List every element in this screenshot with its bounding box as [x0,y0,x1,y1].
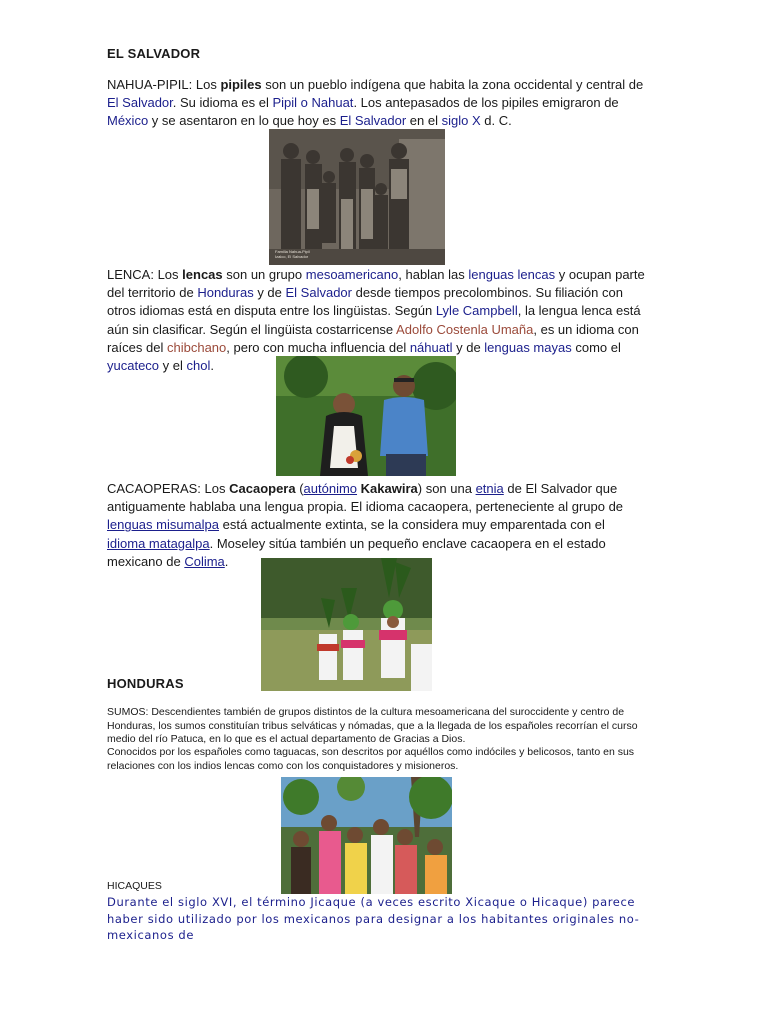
link-el-salvador[interactable]: El Salvador [107,95,173,111]
link-pipil-nahuat[interactable]: Pipil o Nahuat [272,95,354,111]
text: CACAOPERAS: Los [107,481,230,496]
text: . [210,358,214,374]
link-el-salvador-3[interactable]: El Salvador [285,285,352,301]
paragraph-nahua-pipil [107,76,652,131]
section-heading-honduras: HONDURAS [107,676,184,691]
text: ) son una [417,481,476,496]
link-idioma-matagalpa[interactable]: idioma matagalpa [107,535,210,551]
section-heading-el-salvador: EL SALVADOR [107,46,201,61]
link-honduras[interactable]: Honduras [197,285,254,301]
bold-term-pipiles: pipiles [220,77,262,92]
text: . [224,553,229,569]
paragraph-hicaques: Durante el siglo XVI, el término Jicaque (a veces escrito Xicaque o Hicaque) parece haber sido utilizado por los mexicanos para designar a los habitantes originales no-mexicanos de [107,895,640,942]
text: y de [452,339,485,355]
text: en el [406,113,442,129]
text: son un pueblo indígena que habita la zona occidental y central de [261,77,644,92]
pipil-family-photo [269,129,445,265]
text: LENCA: Los [107,267,183,282]
paragraph-sumos: SUMOS: Descendientes también de grupos distintos de la cultura mesoamericana del suroccidente y centro de Honduras, los sumos constituían tribus selváticas y nómadas, que a la llegada de los españoles recorrían el curso medio del río Patuca, en lo que es el actual departamento de Gracias a Dios. [107,706,638,746]
link-nahuatl[interactable]: náhuatl [409,339,453,355]
text: . Moseley sitúa también un pequeño enclave cacaopera en el estado mexicano de [107,535,606,569]
text: ( [295,481,304,496]
cacaopera-dancers-photo [261,558,432,691]
text: , pero con mucha influencia del [226,339,410,355]
text: d. C. [480,113,512,129]
link-lenguas-mayas[interactable]: lenguas mayas [484,339,572,355]
link-colima[interactable]: Colima [184,553,225,569]
text: de El Salvador que antiguamente hablaba una lengua propia. El idioma cacaopera, perteneciente al grupo de [107,481,624,515]
lenca-couple-photo [276,356,456,476]
text: , hablan las [398,267,469,282]
text: como el [571,339,621,355]
text: y ocupan parte del territorio de [107,267,645,301]
text: está actualmente extinta, se la considera muy emparentada con el [219,517,605,533]
photo-caption-2: Izalco, El Salvador [275,254,309,259]
text: NAHUA-PIPIL: Los [107,77,221,92]
link-chibchano[interactable]: chibchano [166,339,227,355]
link-lenguas-lencas[interactable]: lenguas lencas [468,267,556,282]
text: , la lengua lenca está aún sin clasificar. Según el lingüista costarricense [107,303,641,337]
link-mesoamericano[interactable]: mesoamericano [305,267,399,282]
text: . Su idioma es el [172,95,273,111]
bold-term-kakawira: Kakawira [360,481,418,496]
text: , es un idioma con raíces del [107,321,639,355]
hicaques-label: HICAQUES [107,880,162,892]
paragraph-sumos-2: Conocidos por los españoles como taguacas, son descritos por aquéllos como indóciles y belicosos, tanto en sus relaciones con los indios lencas como con los conquistadores y misioneros. [107,746,635,772]
bold-term-lencas: lencas [182,267,223,282]
text: y el [159,358,187,374]
text: y se asentaron en lo que hoy es [148,113,340,129]
text: y de [253,285,286,301]
link-lyle-campbell[interactable]: Lyle Campbell [435,303,518,319]
link-chol[interactable]: chol [186,358,211,374]
bold-term-cacaopera: Cacaopera [229,481,296,496]
photo-caption: Familia Nahua-Pipil [275,249,310,254]
text: . Los antepasados de los pipiles emigraron de [353,95,619,111]
text: son un grupo [222,267,306,282]
link-yucateco[interactable]: yucateco [107,358,160,374]
link-siglo-x[interactable]: siglo X [441,113,481,129]
text: desde tiempos precolombinos. Su filiación con otros idiomas está en disputa entre los lingüistas. Según [107,285,623,319]
link-etnia[interactable]: etnia [475,481,504,496]
hicaques-group-photo [281,777,452,894]
link-autonimo[interactable]: autónimo [303,481,358,496]
link-lenguas-misumalpa[interactable]: lenguas misumalpa [107,517,220,533]
link-mexico[interactable]: México [107,113,149,129]
link-el-salvador-2[interactable]: El Salvador [339,113,407,129]
link-adolfo-costenla-umana[interactable]: Adolfo Costenla Umaña [396,321,534,337]
